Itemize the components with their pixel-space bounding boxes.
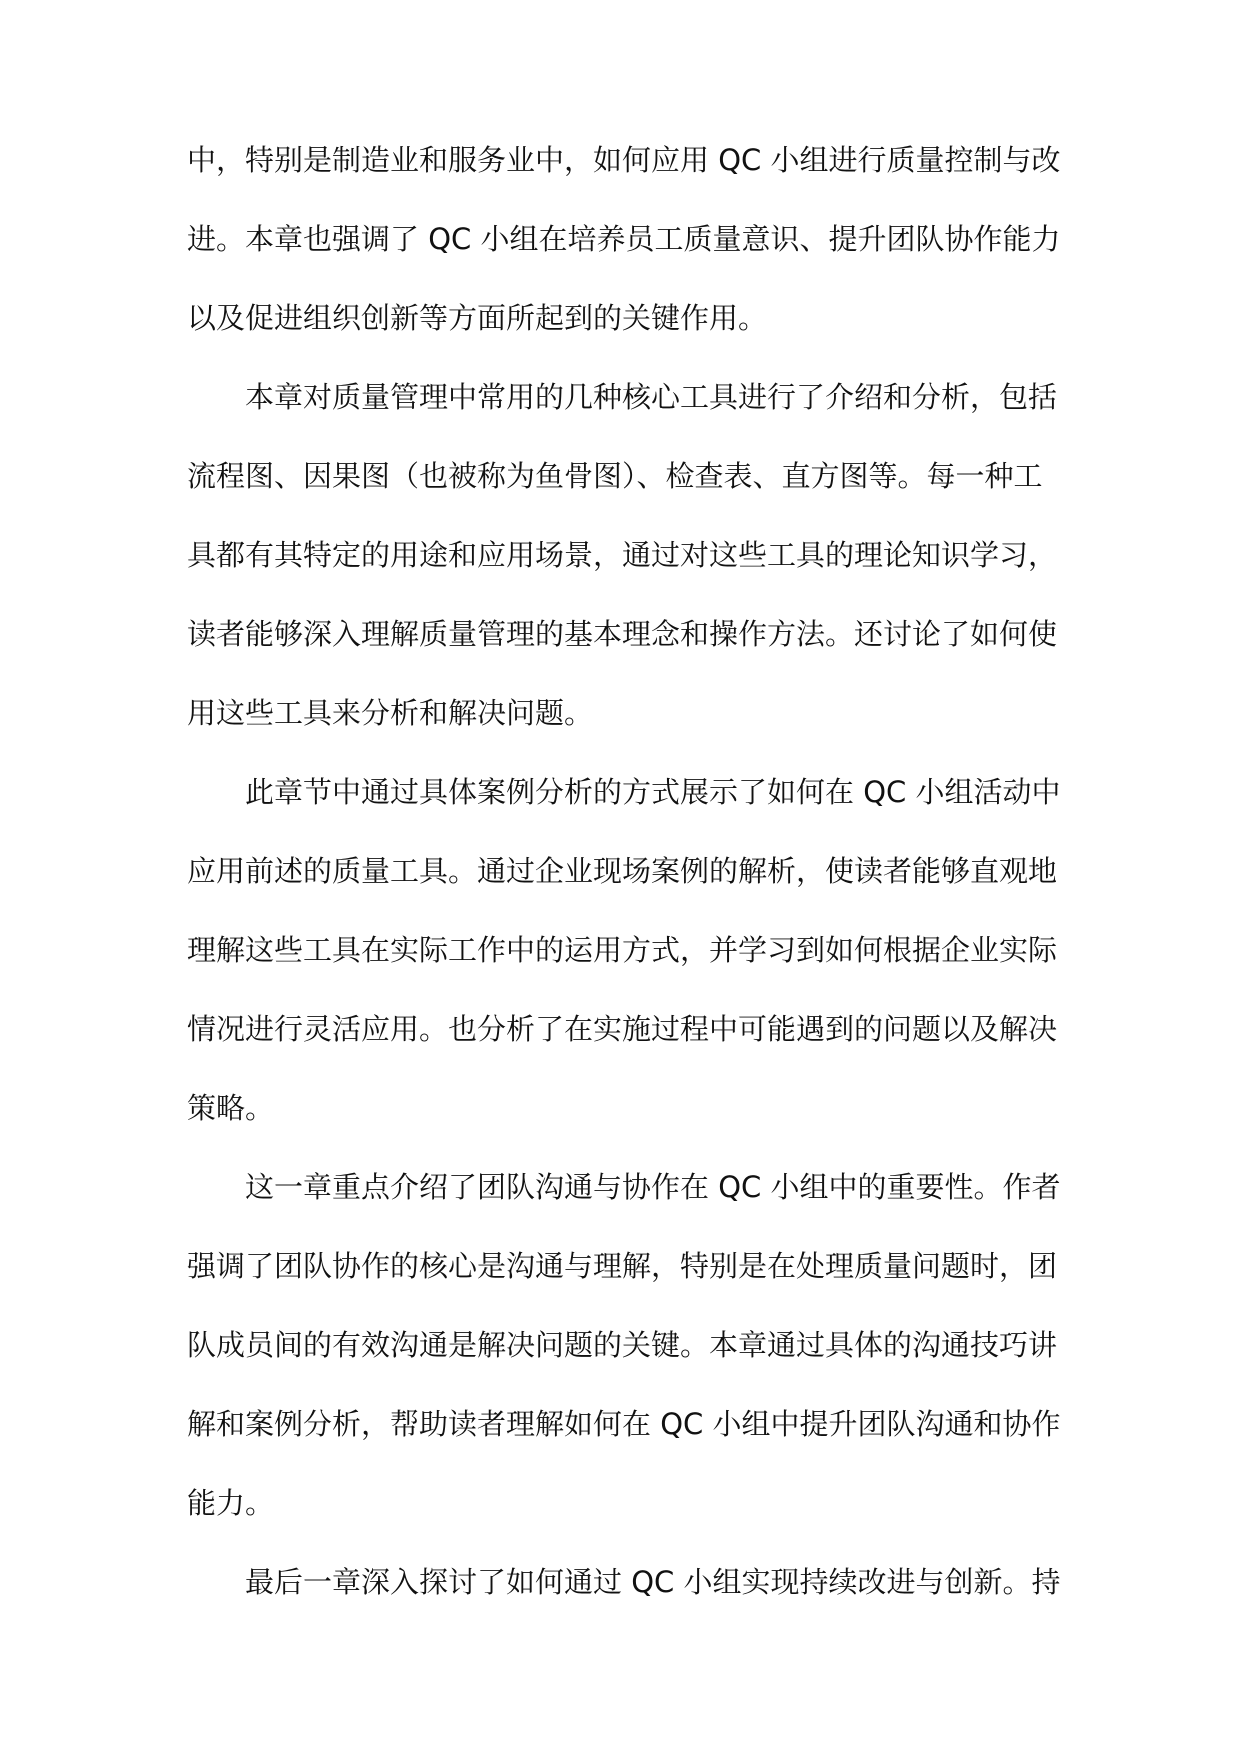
text-line: 策略。 — [187, 1091, 275, 1125]
text-line: 解和案例分析，帮助读者理解如何在 QC 小组中提升团队沟通和协作 — [187, 1407, 1061, 1441]
text-line: 情况进行灵活应用。也分析了在实施过程中可能遇到的问题以及解决 — [187, 1012, 1058, 1046]
text-line: 理解这些工具在实际工作中的运用方式，并学习到如何根据企业实际 — [187, 933, 1058, 967]
text-line: 应用前述的质量工具。通过企业现场案例的解析，使读者能够直观地 — [187, 854, 1058, 888]
text-line: 流程图、因果图（也被称为鱼骨图）、检查表、直方图等。每一种工 — [187, 459, 1043, 493]
paragraph-first-line: 本章对质量管理中常用的几种核心工具进行了介绍和分析，包括 — [245, 380, 1058, 414]
text-line: 能力。 — [187, 1486, 275, 1520]
text-line: 读者能够深入理解质量管理的基本理念和操作方法。还讨论了如何使 — [187, 617, 1058, 651]
text-line: 队成员间的有效沟通是解决问题的关键。本章通过具体的沟通技巧讲 — [187, 1328, 1058, 1362]
paragraph-first-line: 这一章重点介绍了团队沟通与协作在 QC 小组中的重要性。作者 — [245, 1170, 1061, 1204]
text-line: 进。本章也强调了 QC 小组在培养员工质量意识、提升团队协作能力 — [187, 222, 1061, 256]
text-line: 中，特别是制造业和服务业中，如何应用 QC 小组进行质量控制与改 — [187, 143, 1061, 177]
paragraph-first-line: 最后一章深入探讨了如何通过 QC 小组实现持续改进与创新。持 — [245, 1565, 1061, 1599]
paragraph-first-line: 此章节中通过具体案例分析的方式展示了如何在 QC 小组活动中 — [245, 775, 1061, 809]
text-line: 具都有其特定的用途和应用场景，通过对这些工具的理论知识学习， — [187, 538, 1058, 572]
text-line: 用这些工具来分析和解决问题。 — [187, 696, 594, 730]
text-line: 以及促进组织创新等方面所起到的关键作用。 — [187, 301, 768, 335]
text-line: 强调了团队协作的核心是沟通与理解，特别是在处理质量问题时，团 — [187, 1249, 1058, 1283]
